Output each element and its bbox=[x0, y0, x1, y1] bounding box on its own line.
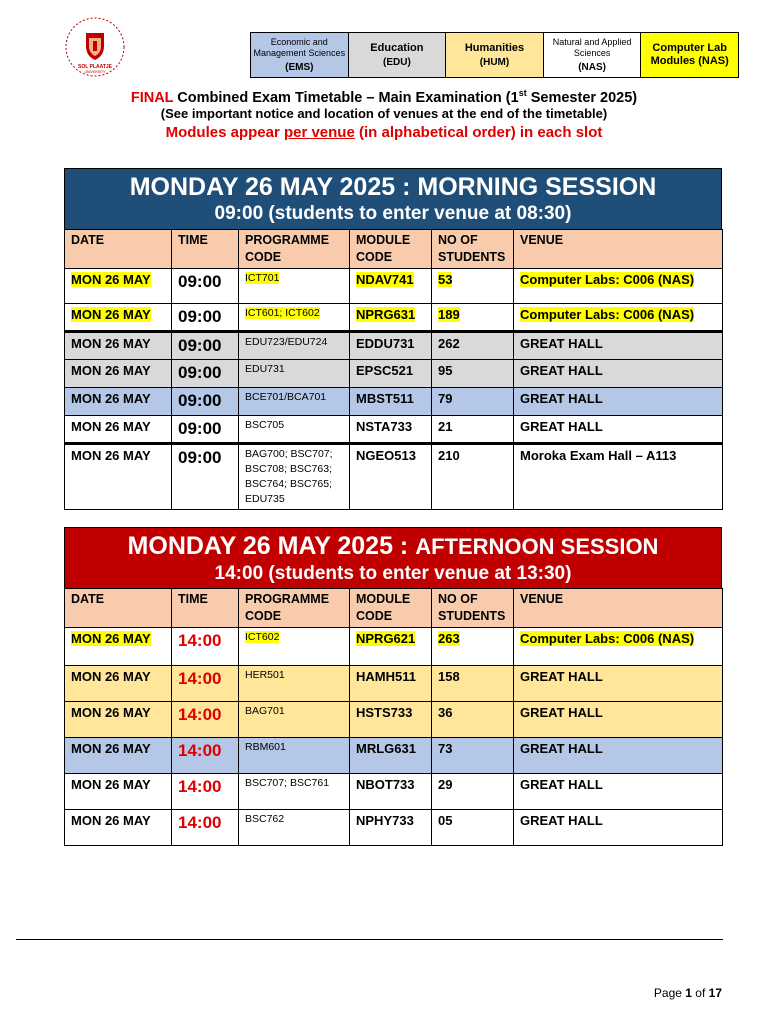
legend-abbr: (NAS) bbox=[578, 62, 606, 73]
time-value: 09:00 bbox=[178, 272, 222, 291]
date-value: MON 26 MAY bbox=[71, 777, 151, 792]
timetable-title: FINAL Combined Exam Timetable – Main Examination (1st Semester 2025) bbox=[130, 88, 638, 106]
programme-cell bbox=[239, 304, 350, 332]
students-value: 53 bbox=[438, 272, 453, 287]
column-header-module: MODULE CODE bbox=[350, 589, 432, 628]
programme-cell bbox=[239, 269, 350, 304]
module-value: HSTS733 bbox=[356, 705, 413, 720]
date-cell bbox=[65, 388, 172, 416]
module-value: MBST511 bbox=[356, 391, 414, 406]
legend-name: Computer Lab Modules (NAS) bbox=[650, 42, 729, 67]
time-cell bbox=[172, 332, 239, 360]
venue-cell bbox=[514, 360, 723, 388]
programme-value: BAG700; BSC707; BSC708; BSC763; BSC764; BSC765; EDU735 bbox=[245, 448, 333, 505]
column-header-module: MODULE CODE bbox=[350, 230, 432, 269]
module-cell bbox=[350, 738, 432, 774]
time-value: 14:00 bbox=[178, 669, 222, 688]
programme-cell bbox=[239, 388, 350, 416]
time-value: 14:00 bbox=[178, 705, 222, 724]
programme-cell bbox=[239, 666, 350, 702]
venue-cell bbox=[514, 304, 723, 332]
students-cell bbox=[432, 666, 514, 702]
venue-cell bbox=[514, 738, 723, 774]
date-value: MON 26 MAY bbox=[71, 272, 151, 287]
programme-value: HER501 bbox=[245, 669, 285, 681]
time-cell bbox=[172, 702, 239, 738]
module-value: NBOT733 bbox=[356, 777, 415, 792]
students-cell bbox=[432, 388, 514, 416]
time-cell bbox=[172, 774, 239, 810]
students-cell bbox=[432, 702, 514, 738]
table-row bbox=[65, 774, 723, 810]
students-value: 29 bbox=[438, 777, 453, 792]
students-cell bbox=[432, 444, 514, 510]
time-value: 09:00 bbox=[178, 448, 222, 467]
column-header-time: TIME bbox=[172, 230, 239, 269]
module-cell bbox=[350, 444, 432, 510]
time-value: 14:00 bbox=[178, 777, 222, 796]
column-header-date: DATE bbox=[65, 230, 172, 269]
students-value: 210 bbox=[438, 448, 460, 463]
column-header-programme: PROGRAMME CODE bbox=[239, 589, 350, 628]
venue-value: Computer Labs: C006 (NAS) bbox=[520, 631, 695, 646]
module-cell bbox=[350, 666, 432, 702]
venue-value: Computer Labs: C006 (NAS) bbox=[520, 272, 695, 287]
page-number: Page 1 of 17 bbox=[653, 986, 722, 1000]
legend-cell bbox=[543, 33, 641, 78]
venue-value: GREAT HALL bbox=[520, 391, 603, 406]
afternoon-table bbox=[64, 588, 723, 846]
column-header-venue: VENUE bbox=[514, 230, 723, 269]
date-value: MON 26 MAY bbox=[71, 741, 151, 756]
column-header-venue: VENUE bbox=[514, 589, 723, 628]
programme-value: BSC705 bbox=[245, 419, 285, 431]
column-header-time: TIME bbox=[172, 589, 239, 628]
column-header-date: DATE bbox=[65, 589, 172, 628]
table-row bbox=[65, 416, 723, 444]
legend-abbr: (EMS) bbox=[285, 62, 314, 73]
date-cell bbox=[65, 628, 172, 666]
time-cell bbox=[172, 444, 239, 510]
programme-value: BSC707; BSC761 bbox=[245, 777, 330, 789]
faculty-legend bbox=[250, 32, 739, 78]
module-cell bbox=[350, 269, 432, 304]
morning-session bbox=[64, 168, 722, 510]
venue-cell bbox=[514, 444, 723, 510]
programme-cell bbox=[239, 774, 350, 810]
legend-name: Economic and Management Sciences bbox=[253, 37, 346, 58]
table-row bbox=[65, 332, 723, 360]
date-cell bbox=[65, 416, 172, 444]
table-row bbox=[65, 738, 723, 774]
time-cell bbox=[172, 304, 239, 332]
date-cell bbox=[65, 304, 172, 332]
footer-divider bbox=[16, 939, 723, 940]
table-row bbox=[65, 444, 723, 510]
students-value: 05 bbox=[438, 813, 453, 828]
time-value: 09:00 bbox=[178, 391, 222, 410]
venue-value: GREAT HALL bbox=[520, 363, 603, 378]
legend-cell bbox=[251, 33, 349, 78]
module-cell bbox=[350, 702, 432, 738]
module-cell bbox=[350, 304, 432, 332]
date-value: MON 26 MAY bbox=[71, 813, 151, 828]
programme-cell bbox=[239, 416, 350, 444]
date-value: MON 26 MAY bbox=[71, 307, 151, 322]
morning-title: MONDAY 26 MAY 2025 : MORNING SESSION bbox=[129, 173, 657, 201]
module-value: EDDU731 bbox=[356, 336, 415, 351]
university-logo bbox=[64, 16, 126, 78]
students-value: 262 bbox=[438, 336, 460, 351]
module-value: NGEO513 bbox=[356, 448, 416, 463]
table-header-row bbox=[65, 230, 723, 269]
morning-table bbox=[64, 229, 723, 510]
programme-cell bbox=[239, 360, 350, 388]
students-cell bbox=[432, 810, 514, 846]
programme-cell bbox=[239, 332, 350, 360]
table-row bbox=[65, 628, 723, 666]
table-row bbox=[65, 304, 723, 332]
programme-value: BAG701 bbox=[245, 705, 285, 717]
programme-cell bbox=[239, 702, 350, 738]
time-value: 09:00 bbox=[178, 307, 222, 326]
date-cell bbox=[65, 332, 172, 360]
programme-value: RBM601 bbox=[245, 741, 286, 753]
programme-value: ICT601; ICT602 bbox=[245, 307, 320, 319]
module-value: HAMH511 bbox=[356, 669, 416, 684]
svg-text:SOL PLAATJE: SOL PLAATJE bbox=[78, 64, 112, 70]
afternoon-session bbox=[64, 527, 722, 846]
venue-value: Computer Labs: C006 (NAS) bbox=[520, 307, 695, 322]
venue-value: GREAT HALL bbox=[520, 741, 603, 756]
students-value: 158 bbox=[438, 669, 460, 684]
date-value: MON 26 MAY bbox=[71, 363, 151, 378]
date-value: MON 26 MAY bbox=[71, 419, 151, 434]
morning-subtitle: 09:00 (students to enter venue at 08:30) bbox=[214, 203, 572, 224]
programme-cell bbox=[239, 810, 350, 846]
module-cell bbox=[350, 332, 432, 360]
time-cell bbox=[172, 628, 239, 666]
svg-text:UNIVERSITY: UNIVERSITY bbox=[84, 70, 106, 74]
legend-cell bbox=[641, 33, 739, 78]
time-value: 09:00 bbox=[178, 363, 222, 382]
time-value: 09:00 bbox=[178, 419, 222, 438]
students-value: 79 bbox=[438, 391, 453, 406]
module-cell bbox=[350, 810, 432, 846]
venue-value: GREAT HALL bbox=[520, 777, 603, 792]
column-header-programme: PROGRAMME CODE bbox=[239, 230, 350, 269]
time-cell bbox=[172, 810, 239, 846]
students-value: 73 bbox=[438, 741, 453, 756]
time-value: 14:00 bbox=[178, 813, 222, 832]
table-row bbox=[65, 810, 723, 846]
venue-value: GREAT HALL bbox=[520, 336, 603, 351]
legend-abbr: (EDU) bbox=[383, 56, 411, 68]
programme-value: EDU731 bbox=[245, 363, 285, 375]
students-cell bbox=[432, 774, 514, 810]
students-value: 263 bbox=[438, 631, 460, 646]
table-row bbox=[65, 269, 723, 304]
module-value: NDAV741 bbox=[356, 272, 414, 287]
venue-cell bbox=[514, 666, 723, 702]
legend-name: Natural and Applied Sciences bbox=[552, 37, 632, 58]
legend-cell bbox=[446, 33, 544, 78]
students-cell bbox=[432, 269, 514, 304]
module-cell bbox=[350, 416, 432, 444]
module-value: EPSC521 bbox=[356, 363, 414, 378]
ordering-note: Modules appear per venue (in alphabetical order) in each slot bbox=[165, 124, 603, 141]
students-cell bbox=[432, 332, 514, 360]
students-value: 189 bbox=[438, 307, 460, 322]
time-cell bbox=[172, 269, 239, 304]
students-cell bbox=[432, 360, 514, 388]
module-value: NPRG621 bbox=[356, 631, 416, 646]
table-row bbox=[65, 666, 723, 702]
date-cell bbox=[65, 444, 172, 510]
time-value: 14:00 bbox=[178, 631, 222, 650]
programme-value: BCE701/BCA701 bbox=[245, 391, 327, 403]
programme-cell bbox=[239, 444, 350, 510]
venue-value: Moroka Exam Hall – A113 bbox=[520, 448, 677, 463]
students-value: 36 bbox=[438, 705, 453, 720]
date-value: MON 26 MAY bbox=[71, 705, 151, 720]
table-row bbox=[65, 388, 723, 416]
table-row bbox=[65, 702, 723, 738]
module-value: NSTA733 bbox=[356, 419, 413, 434]
module-cell bbox=[350, 360, 432, 388]
venue-cell bbox=[514, 810, 723, 846]
programme-value: EDU723/EDU724 bbox=[245, 336, 328, 348]
date-cell bbox=[65, 738, 172, 774]
date-value: MON 26 MAY bbox=[71, 448, 151, 463]
venue-value: GREAT HALL bbox=[520, 813, 603, 828]
date-value: MON 26 MAY bbox=[71, 631, 151, 646]
venue-cell bbox=[514, 628, 723, 666]
students-cell bbox=[432, 738, 514, 774]
date-cell bbox=[65, 666, 172, 702]
venue-value: GREAT HALL bbox=[520, 669, 603, 684]
venue-value: GREAT HALL bbox=[520, 419, 603, 434]
students-value: 95 bbox=[438, 363, 453, 378]
legend-name: Humanities bbox=[464, 41, 525, 54]
column-header-students: NO OF STUDENTS bbox=[432, 589, 514, 628]
programme-value: BSC762 bbox=[245, 813, 285, 825]
venue-value: GREAT HALL bbox=[520, 705, 603, 720]
module-value: NPRG631 bbox=[356, 307, 416, 322]
legend-cell bbox=[348, 33, 446, 78]
time-value: 09:00 bbox=[178, 336, 222, 355]
venue-cell bbox=[514, 388, 723, 416]
time-cell bbox=[172, 416, 239, 444]
time-cell bbox=[172, 738, 239, 774]
students-cell bbox=[432, 304, 514, 332]
legend-name: Education bbox=[370, 41, 424, 54]
programme-cell bbox=[239, 628, 350, 666]
time-cell bbox=[172, 666, 239, 702]
venue-cell bbox=[514, 332, 723, 360]
venue-notice: (See important notice and location of venues at the end of the timetable) bbox=[160, 106, 608, 121]
time-cell bbox=[172, 360, 239, 388]
venue-cell bbox=[514, 774, 723, 810]
module-cell bbox=[350, 628, 432, 666]
column-header-students: NO OF STUDENTS bbox=[432, 230, 514, 269]
students-cell bbox=[432, 416, 514, 444]
programme-value: ICT701 bbox=[245, 272, 280, 284]
module-cell bbox=[350, 774, 432, 810]
date-value: MON 26 MAY bbox=[71, 669, 151, 684]
date-cell bbox=[65, 269, 172, 304]
date-value: MON 26 MAY bbox=[71, 391, 151, 406]
date-cell bbox=[65, 702, 172, 738]
date-cell bbox=[65, 360, 172, 388]
time-cell bbox=[172, 388, 239, 416]
table-header-row bbox=[65, 589, 723, 628]
venue-cell bbox=[514, 416, 723, 444]
venue-cell bbox=[514, 702, 723, 738]
programme-value: ICT602 bbox=[245, 631, 280, 643]
morning-banner bbox=[64, 168, 722, 229]
afternoon-subtitle: 14:00 (students to enter venue at 13:30) bbox=[214, 563, 572, 584]
date-value: MON 26 MAY bbox=[71, 336, 151, 351]
afternoon-title: MONDAY 26 MAY 2025 : AFTERNOON SESSION bbox=[127, 532, 659, 560]
date-cell bbox=[65, 774, 172, 810]
time-value: 14:00 bbox=[178, 741, 222, 760]
programme-cell bbox=[239, 738, 350, 774]
module-value: MRLG631 bbox=[356, 741, 416, 756]
afternoon-banner bbox=[64, 527, 722, 588]
date-cell bbox=[65, 810, 172, 846]
legend-abbr: (HUM) bbox=[479, 56, 510, 68]
students-cell bbox=[432, 628, 514, 666]
module-value: NPHY733 bbox=[356, 813, 414, 828]
table-row bbox=[65, 360, 723, 388]
module-cell bbox=[350, 388, 432, 416]
venue-cell bbox=[514, 269, 723, 304]
students-value: 21 bbox=[438, 419, 453, 434]
